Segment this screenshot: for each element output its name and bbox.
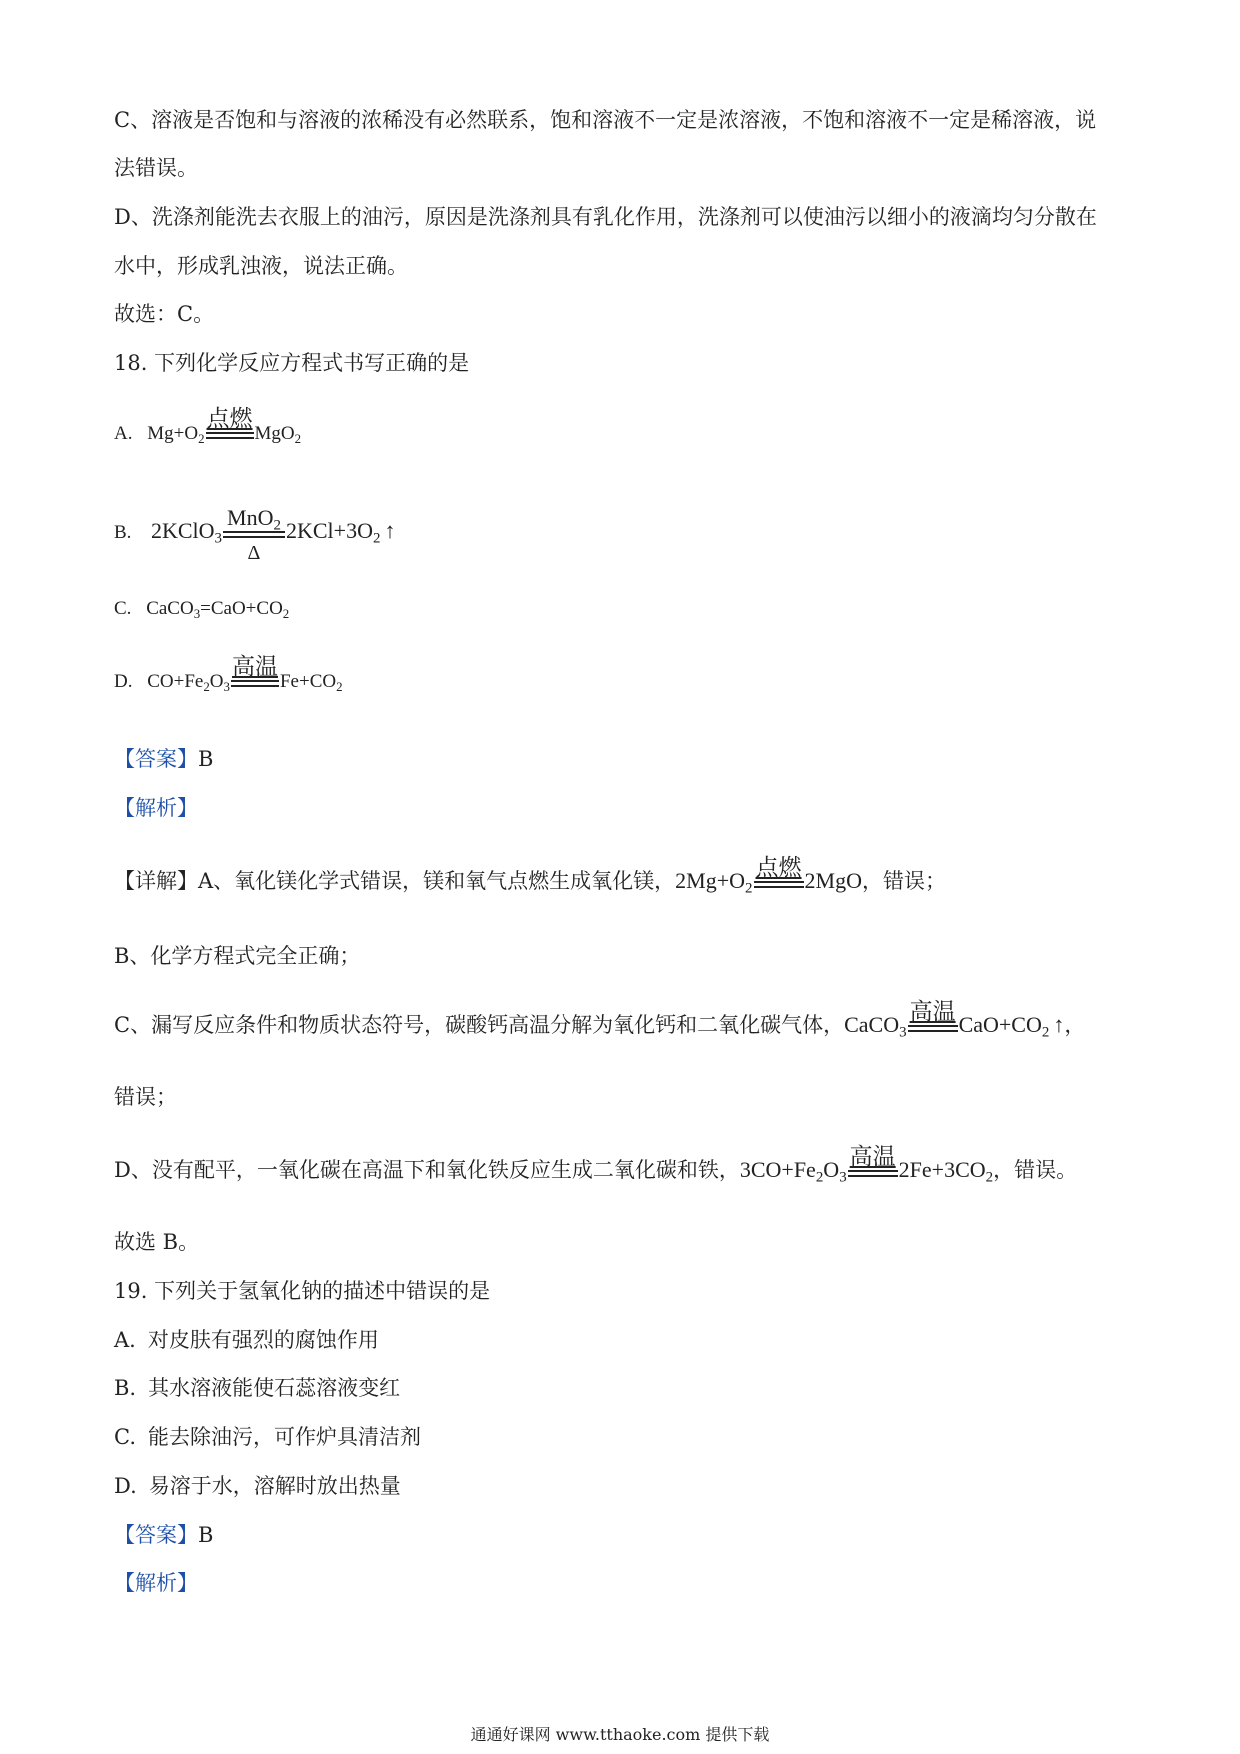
- gas-arrow-icon: ↑: [1053, 1012, 1065, 1037]
- option-label: A.: [114, 423, 133, 444]
- paragraph-d-line2: 水中，形成乳浊液，说法正确。: [114, 254, 408, 278]
- option-label: B.: [114, 522, 132, 543]
- choose-c: 故选：C。: [114, 302, 215, 326]
- q18-detail-a: 【详解】A、氧化镁化学式错误，镁和氧气点燃生成氧化镁，$2Mg+O_2$ 点燃 2MgO，错误；: [114, 855, 946, 897]
- question-19-stem: 19. 下列关于氢氧化钠的描述中错误的是: [114, 1279, 491, 1303]
- q18-option-a: A. $Mg+O_2$ 点燃 MgO$_2$: [114, 406, 302, 446]
- q18-detail-b: B、化学方程式完全正确；: [114, 944, 361, 968]
- question-18-stem: 18. 下列化学反应方程式书写正确的是: [114, 351, 470, 375]
- q18-detail-c-line2: 错误；: [114, 1085, 177, 1109]
- q18-option-b: B. 2KClO$_3$ MnO$_2$ Δ $2KCl+3O_2$ ↑: [114, 505, 396, 564]
- q19-option-b: B. 其水溶液能使石蕊溶液变红: [114, 1376, 401, 1400]
- reaction-condition-arrow: 高温: [848, 1169, 898, 1177]
- q18-detail-d: D、没有配平，一氧化碳在高温下和氧化铁反应生成二氧化碳和铁，$3CO+Fe_2O_3$ 高温 $2Fe+3CO_2$，错误。: [114, 1144, 1078, 1186]
- q19-analysis-tag: 【解析】: [114, 1571, 198, 1595]
- paragraph-c-line1: C、溶液是否饱和与溶液的浓稀没有必然联系，饱和溶液不一定是浓溶液，不饱和溶液不一定是稀溶液，说: [114, 108, 1097, 132]
- q19-option-d: D. 易溶于水，溶解时放出热量: [114, 1474, 401, 1498]
- reaction-condition-arrow: MnO$_2$ Δ: [223, 530, 285, 538]
- gas-arrow-icon: ↑: [384, 518, 396, 543]
- option-label: C.: [114, 598, 132, 619]
- q18-analysis-tag: 【解析】: [114, 796, 198, 820]
- paragraph-c-line2: 法错误。: [114, 156, 198, 180]
- q18-choose: 故选 B。: [114, 1230, 200, 1254]
- reaction-condition-arrow: 点燃: [206, 431, 254, 439]
- q18-option-c: C. $CaCO_3=CaO+CO_2$: [114, 598, 290, 621]
- q19-answer: 【答案】B: [114, 1523, 214, 1547]
- q18-option-d: D. $CO+Fe_2O_3$ 高温 $Fe+CO_2$: [114, 654, 343, 694]
- page-footer: 通通好课网 www.tthaoke.com 提供下载: [470, 1725, 770, 1744]
- q19-option-c: C. 能去除油污，可作炉具清洁剂: [114, 1425, 421, 1449]
- reaction-condition-arrow: 高温: [231, 679, 279, 687]
- q18-answer: 【答案】B: [114, 747, 214, 771]
- reaction-condition-arrow: 点燃: [754, 880, 804, 888]
- paragraph-d-line1: D、洗涤剂能洗去衣服上的油污，原因是洗涤剂具有乳化作用，洗涤剂可以使油污以细小的液滴均匀分散在: [114, 205, 1097, 229]
- q19-option-a: A. 对皮肤有强烈的腐蚀作用: [114, 1328, 379, 1352]
- reaction-condition-arrow: 高温: [908, 1024, 958, 1032]
- option-label: D.: [114, 671, 133, 692]
- q18-detail-c: C、漏写反应条件和物质状态符号，碳酸钙高温分解为氧化钙和二氧化碳气体，CaCO$_3$ 高温 $CaO+CO_2$ ↑，: [114, 999, 1086, 1041]
